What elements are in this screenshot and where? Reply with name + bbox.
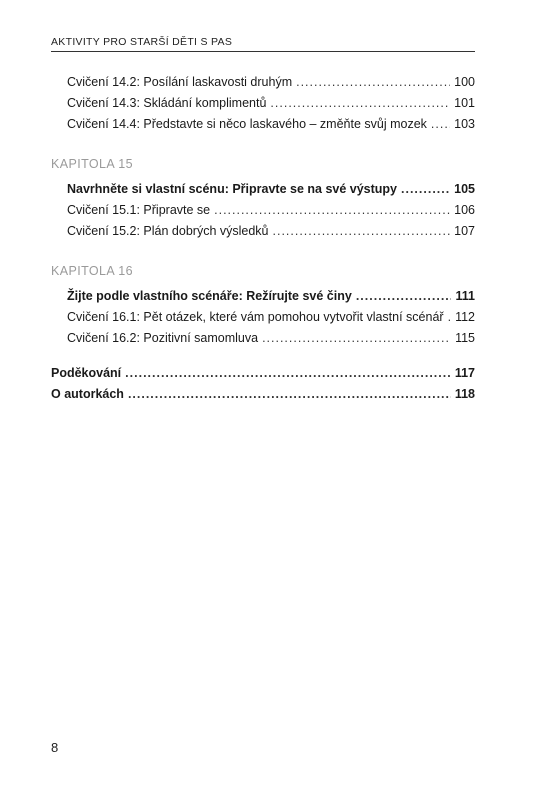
toc-entry-label: O autorkách	[51, 387, 124, 401]
toc-entry[interactable]	[51, 72, 475, 93]
spacer	[51, 349, 475, 363]
toc-entry-label: Cvičení 14.2: Posílání laskavosti druhým	[67, 75, 293, 89]
toc-entry-page: 100	[454, 75, 475, 89]
running-head: AKTIVITY PRO STARŠÍ DĚTI S PAS	[51, 36, 475, 52]
toc-entry[interactable]	[51, 307, 475, 328]
table-of-contents	[51, 72, 475, 405]
toc-entry-label: Navrhněte si vlastní scénu: Připravte se na své výstupy	[67, 182, 398, 196]
leader-dots	[273, 221, 451, 242]
toc-entry[interactable]	[51, 200, 475, 221]
toc-entry[interactable]	[51, 93, 475, 114]
toc-entry-label: Cvičení 15.2: Plán dobrých výsledků	[67, 224, 269, 238]
toc-entry-page: 112	[455, 310, 475, 324]
leader-dots	[125, 363, 451, 384]
toc-entry-page: 101	[454, 96, 475, 110]
toc-entry-page: 107	[454, 224, 475, 238]
toc-entry[interactable]	[51, 384, 475, 405]
toc-entry-page: 106	[454, 203, 475, 217]
leader-dots	[356, 286, 451, 307]
toc-entry-label: Cvičení 15.1: Připravte se	[67, 203, 211, 217]
leader-dots	[296, 72, 450, 93]
toc-entry[interactable]	[51, 286, 475, 307]
toc-entry[interactable]	[51, 114, 475, 135]
leader-dots	[270, 93, 450, 114]
page-number: 8	[51, 740, 59, 755]
leader-dots	[262, 328, 451, 349]
toc-entry[interactable]	[51, 328, 475, 349]
toc-group-chapter-16	[51, 264, 475, 349]
chapter-heading: KAPITOLA 16	[51, 264, 133, 278]
toc-entry-page: 118	[454, 387, 475, 401]
toc-group-chapter-15	[51, 157, 475, 242]
toc-entry-label: Cvičení 16.1: Pět otázek, které vám pomohou vytvořit vlastní scénář	[67, 310, 444, 324]
toc-entry-page: 111	[455, 289, 475, 303]
leader-dots	[401, 179, 450, 200]
leader-dots	[448, 307, 451, 328]
leader-dots	[128, 384, 451, 405]
toc-entry[interactable]	[51, 179, 475, 200]
toc-entry[interactable]	[51, 363, 475, 384]
toc-entry-page: 115	[455, 331, 475, 345]
toc-entry[interactable]	[51, 221, 475, 242]
toc-entry-label: Žijte podle vlastního scénáře: Režírujte své činy	[67, 289, 352, 303]
leader-dots	[214, 200, 450, 221]
toc-entry-page: 105	[454, 182, 475, 196]
toc-entry-label: Poděkování	[51, 366, 122, 380]
leader-dots	[431, 114, 450, 135]
toc-group-backmatter	[51, 363, 475, 405]
toc-entry-label: Cvičení 14.4: Představte si něco laskavého – změňte svůj mozek	[67, 117, 427, 131]
toc-entry-label: Cvičení 14.3: Skládání komplimentů	[67, 96, 267, 110]
chapter-heading: KAPITOLA 15	[51, 157, 133, 171]
toc-entry-page: 117	[454, 366, 475, 380]
toc-entry-label: Cvičení 16.2: Pozitivní samomluva	[67, 331, 259, 345]
toc-group-chapter-14	[51, 72, 475, 135]
toc-entry-page: 103	[454, 117, 475, 131]
